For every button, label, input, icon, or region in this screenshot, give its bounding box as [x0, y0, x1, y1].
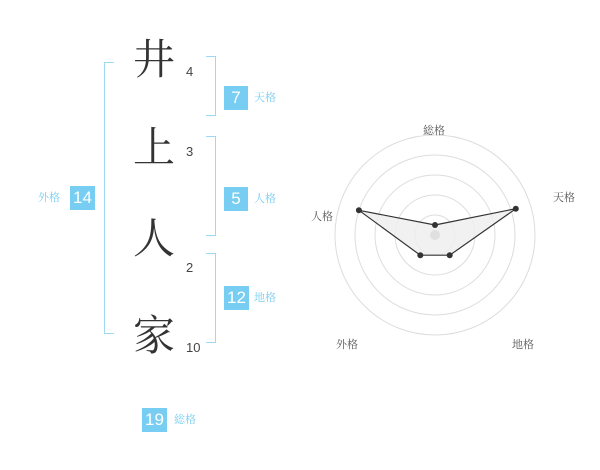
stroke-count-4: 10 [186, 340, 201, 355]
radar-label-chikaku: 地格 [512, 339, 534, 351]
score-label-gaikaku: 外格 [38, 192, 60, 204]
kanji-char-2: 上 [132, 126, 175, 172]
bracket-gaikaku [104, 62, 114, 334]
kanji-char-1: 井 [132, 38, 175, 84]
stroke-count-3: 2 [186, 260, 194, 275]
score-badge-chikaku: 12 [224, 286, 249, 310]
stroke-count-2: 3 [186, 144, 194, 159]
radar-chart [310, 110, 560, 360]
score-badge-tenkaku: 7 [224, 86, 248, 110]
score-label-chikaku: 地格 [254, 292, 276, 304]
bracket-tenkaku [206, 56, 216, 116]
bracket-chikaku [206, 253, 216, 343]
kanji-char-3: 人 [132, 217, 175, 263]
kanji-char-4: 家 [132, 314, 175, 360]
score-badge-gaikaku: 14 [70, 186, 95, 210]
score-label-tenkaku: 天格 [254, 92, 276, 104]
score-badge-soukaku: 19 [142, 408, 167, 432]
score-badge-jinkaku: 5 [224, 187, 248, 211]
radar-label-soukaku: 総格 [423, 125, 445, 137]
score-label-jinkaku: 人格 [254, 193, 276, 205]
radar-label-tenkaku: 天格 [553, 192, 575, 204]
score-label-soukaku: 総格 [174, 414, 196, 426]
radar-label-gaikaku: 外格 [336, 339, 358, 351]
radar-label-jinkaku: 人格 [311, 211, 333, 223]
bracket-jinkaku [206, 136, 216, 236]
stroke-count-1: 4 [186, 64, 194, 79]
radar-center-dot [430, 230, 440, 240]
